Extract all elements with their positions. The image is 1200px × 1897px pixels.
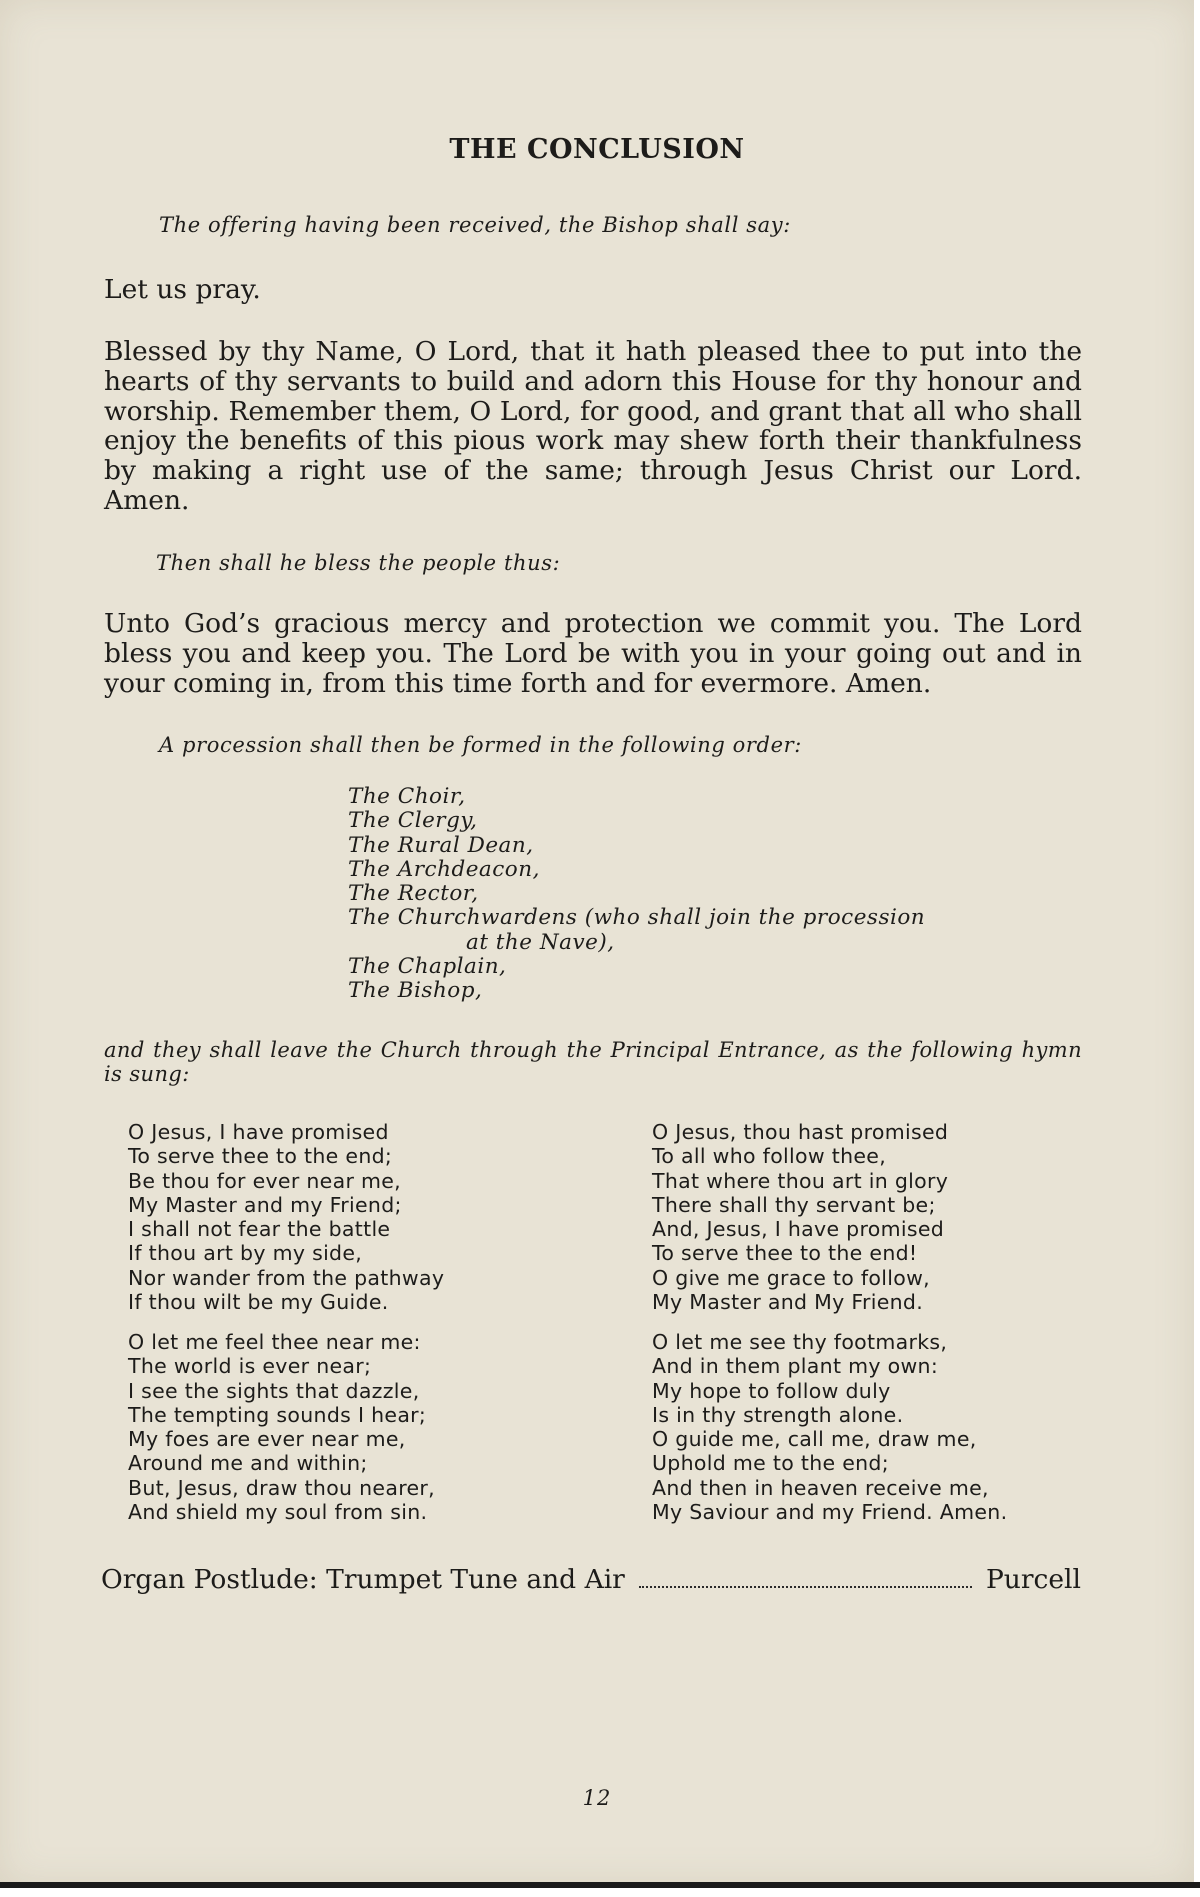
hymn-line: I see the sights that dazzle,: [128, 1378, 420, 1403]
hymn-line: And, Jesus, I have promised: [652, 1217, 945, 1242]
hymn-line: And shield my soul from sin.: [128, 1500, 428, 1525]
hymn-line: O Jesus, thou hast promised: [652, 1120, 949, 1144]
procession-order-list: [348, 785, 925, 1004]
page-number: 12: [582, 1786, 612, 1810]
hymn-line: O let me feel thee near me:: [128, 1330, 421, 1354]
rubric-leave-church: and they shall leave the Church through the Principal Entrance, as the following hymn is sung:: [104, 1038, 1082, 1086]
hymn-line: That where thou art in glory: [652, 1168, 949, 1193]
procession-item: The Clergy,: [348, 808, 478, 834]
hymn-line: Uphold me to the end;: [652, 1451, 889, 1476]
hymn-line: Around me and within;: [128, 1451, 368, 1476]
hymn-line: My Master and My Friend.: [652, 1290, 924, 1315]
hymn-line: To all who follow thee,: [652, 1144, 887, 1169]
dot-leader: [639, 1568, 972, 1588]
let-us-pray: Let us pray.: [104, 274, 261, 305]
procession-item: The Archdeacon,: [348, 856, 540, 882]
hymn-line: Is in thy strength alone.: [652, 1402, 904, 1427]
hymn-line: My foes are ever near me,: [128, 1427, 406, 1452]
hymn-verse-1: [128, 1120, 444, 1314]
hymn-line: But, Jesus, draw thou nearer,: [128, 1475, 435, 1500]
procession-item-continuation: at the Nave),: [466, 929, 615, 955]
hymn-line: The world is ever near;: [128, 1354, 372, 1379]
procession-item: The Chaplain,: [348, 954, 507, 980]
hymn-line: O Jesus, I have promised: [128, 1120, 389, 1144]
hymn-line: To serve thee to the end;: [128, 1144, 393, 1169]
rubric-offering: The offering having been received, the Bishop shall say:: [159, 213, 791, 237]
hymn-line: Nor wander from the pathway: [128, 1265, 445, 1290]
hymn-verse-3: [128, 1330, 435, 1524]
hymn-line: My Master and my Friend;: [128, 1192, 402, 1217]
hymn-line: Be thou for ever near me,: [128, 1168, 401, 1193]
blessing-text: Unto God’s gracious mercy and protection we commit you. The Lord bless you and keep you. The Lord be with you in your going out and in your coming in, from this time forth and for evermore. Amen.: [104, 608, 1082, 699]
organ-postlude-line: [101, 1564, 1081, 1595]
hymn-line: O let me see thy footmarks,: [652, 1330, 948, 1354]
hymn-line: The tempting sounds I hear;: [128, 1402, 427, 1427]
hymn-line: If thou wilt be my Guide.: [128, 1290, 389, 1315]
hymn-line: To serve thee to the end!: [652, 1241, 918, 1266]
hymn-line: O give me grace to follow,: [652, 1265, 930, 1290]
hymn-line: I shall not fear the battle: [128, 1217, 391, 1242]
hymn-line: My hope to follow duly: [652, 1378, 891, 1403]
hymn-line: There shall thy servant be;: [652, 1192, 936, 1217]
hymn-line: And in them plant my own:: [652, 1354, 939, 1379]
procession-item: The Churchwardens (who shall join the procession: [348, 905, 926, 931]
rubric-blessing: Then shall he bless the people thus:: [156, 551, 561, 575]
procession-item: The Choir,: [348, 784, 466, 809]
procession-item: The Rural Dean,: [348, 832, 534, 858]
hymn-verse-2: [652, 1120, 948, 1314]
postlude-composer: Purcell: [985, 1564, 1081, 1595]
procession-item: The Rector,: [348, 881, 479, 907]
collect-prayer: Blessed by thy Name, O Lord, that it hath pleased thee to put into the hearts of thy servants to build and adorn this House for thy honour and worship. Remember them, O Lord, for good, and grant that all who shall enjoy the benefits of this pious work may shew forth their thankfulness by making a right use of the same; through Jesus Christ our Lord. Amen.: [104, 336, 1082, 516]
hymn-line: If thou art by my side,: [128, 1241, 363, 1266]
hymn-verse-4: [652, 1330, 1007, 1524]
rubric-procession: A procession shall then be formed in the following order:: [159, 733, 802, 757]
hymn-line: My Saviour and my Friend. Amen.: [652, 1500, 1008, 1525]
postlude-label: Organ Postlude: Trumpet Tune and Air: [101, 1564, 625, 1595]
page-title: THE CONCLUSION: [449, 134, 745, 165]
procession-item: The Bishop,: [348, 978, 483, 1004]
hymn-line: And then in heaven receive me,: [652, 1475, 989, 1500]
hymn-line: O guide me, call me, draw me,: [652, 1427, 977, 1452]
page-bottom-edge: [0, 1882, 1200, 1888]
